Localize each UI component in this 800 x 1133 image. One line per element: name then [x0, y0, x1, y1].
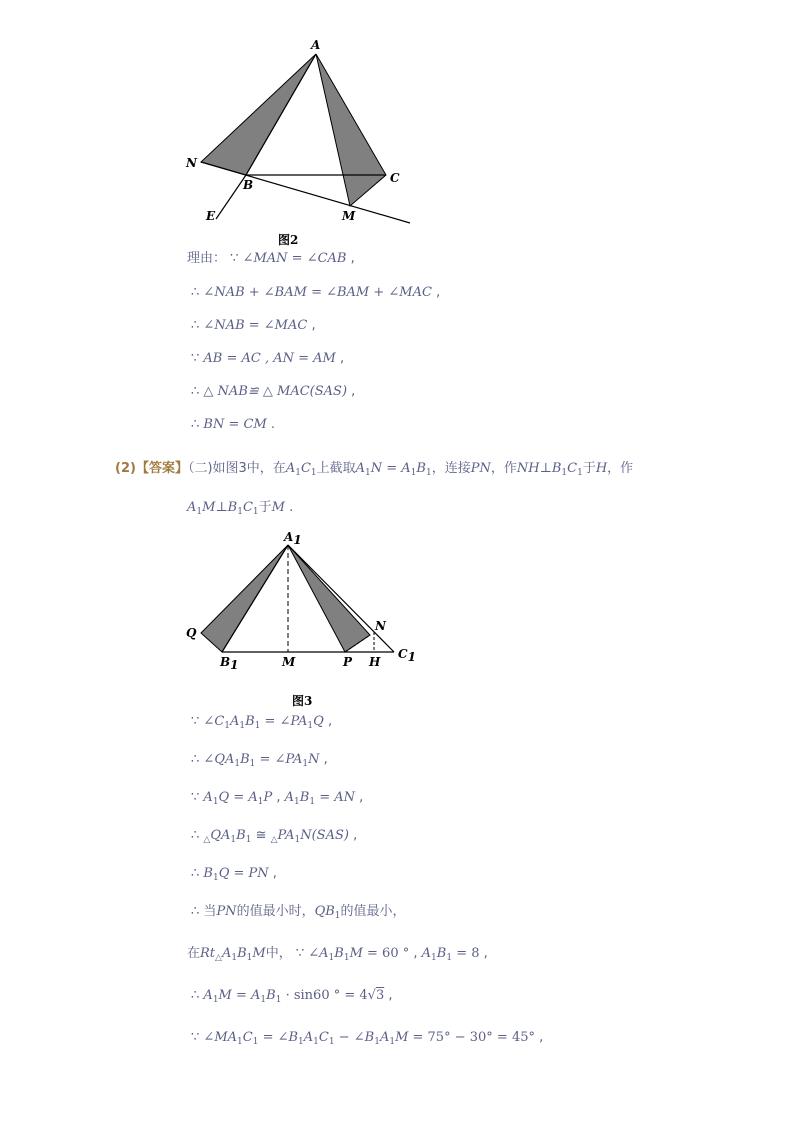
therefore-symbol: ∴ — [191, 988, 200, 1003]
part-2-answer-line-1: (2)【答案】（二)如图3中，在$A_1C_1$上截取$A_1N = A_1B_1$，连接PN，作$NH\perp B_1C_1$于H，作 — [115, 461, 634, 478]
point-label-a1: A1 — [284, 530, 302, 547]
text: ，作 — [490, 461, 517, 476]
text: 在 — [187, 946, 201, 961]
text: ，作 — [607, 461, 634, 476]
proof-line-5: ∴ $B_1Q$ = PN , — [191, 866, 277, 883]
text: 3中，在 — [238, 461, 286, 476]
proof-line-4: ∴ $_\triangle QA_1B_1$ ≅ $_\triangle PA_1N(SAS)$ , — [191, 828, 358, 845]
proof-line-8: ∴ $A_1M = A_1B_1 \cdot \sin 60$ ° = 4√3 , — [191, 988, 393, 1005]
because-symbol: ∵ — [295, 946, 305, 961]
punct: , — [346, 251, 355, 266]
because-symbol: ∵ — [230, 251, 239, 266]
text: 的值最小时， — [236, 904, 315, 919]
part-number: (2) — [115, 461, 136, 476]
proof-line-6: ∴ 当PN的值最小时，$QB_1$的值最小， — [191, 904, 406, 921]
text: （二)如图 — [187, 461, 239, 476]
point-label-c: C — [390, 171, 400, 185]
therefore-symbol: ∴ — [191, 318, 200, 333]
point-label-m: M — [282, 655, 296, 669]
answer-tag: 【答案】 — [135, 461, 188, 476]
point-label-c1: C1 — [398, 647, 416, 664]
point-label-p: P — [343, 655, 353, 669]
reason-math-3: ∠NAB = ∠MAC — [203, 318, 308, 333]
point-label-a: A — [311, 38, 321, 52]
text: 的值最小， — [340, 904, 406, 919]
text: 于 — [258, 500, 272, 515]
punct: , — [335, 351, 345, 366]
text: ，连接 — [431, 461, 471, 476]
point-label-e: E — [206, 209, 216, 223]
proof-line-3: ∵ $A_1Q = A_1P$ , $A_1B_1$ = AN , — [191, 790, 364, 807]
point-label-q: Q — [186, 626, 197, 640]
therefore-symbol: ∴ — [191, 752, 200, 767]
line-a1b1 — [222, 545, 288, 652]
point-label-b: B — [243, 178, 254, 192]
point-label-h: H — [369, 655, 381, 669]
therefore-symbol: ∴ — [191, 866, 200, 881]
proof-line-9: ∵ $\angle MA_1C_1$ = $\angle B_1A_1C_1$ − $\angle B_1A_1M = 75^\circ - 30^\circ = 45^\circ$ , — [191, 1030, 544, 1047]
reason-math-1: ∠MAN = ∠CAB — [242, 251, 347, 266]
text: 中， — [265, 946, 292, 961]
text: 于 — [582, 461, 596, 476]
therefore-symbol: ∴ — [191, 828, 200, 843]
reason-prefix: 理由： — [187, 251, 227, 266]
proof-line-7: 在$Rt_\triangle A_1B_1M$中， ∵ $\angle A_1B_1M = 60$ ° , $A_1B_1 = 8$ , — [187, 946, 488, 963]
reason-math-6: BN = CM — [203, 417, 267, 432]
text: 当 — [203, 904, 217, 919]
proof-line-2: ∴ $\angle QA_1B_1$ = $\angle PA_1N$ , — [191, 752, 328, 769]
punct: . — [284, 500, 294, 515]
punct: , — [431, 285, 441, 300]
figure-2-caption: 图2 — [278, 233, 299, 247]
punct: , — [307, 318, 316, 333]
reason-math-4: AB = AC , AN = AM — [203, 351, 336, 366]
proof-line-1: ∵ $\angle C_1A_1B_1$ = $\angle PA_1Q$ , — [191, 714, 333, 731]
because-symbol: ∵ — [191, 714, 200, 729]
because-symbol: ∵ — [191, 790, 200, 805]
therefore-symbol: ∴ — [191, 417, 200, 432]
therefore-symbol: ∴ — [191, 384, 200, 399]
reason-math-2: ∠NAB + ∠BAM = ∠BAM + ∠MAC — [203, 285, 432, 300]
point-label-n: N — [375, 619, 386, 633]
text: 上截取 — [316, 461, 356, 476]
part-2-answer-line-2: $A_1M\perp B_1C_1$于M . — [187, 500, 294, 517]
figure-3-caption: 图3 — [292, 694, 313, 708]
reason-math-5: △ NAB≌ △ MAC(SAS) — [203, 384, 348, 399]
point-label-m: M — [342, 209, 356, 223]
because-symbol: ∵ — [191, 1030, 200, 1045]
punct: . — [266, 417, 276, 432]
triangle-pa1n-shaded — [288, 545, 370, 652]
punct: , — [347, 384, 356, 399]
therefore-symbol: ∴ — [191, 285, 200, 300]
point-label-n: N — [186, 156, 197, 170]
therefore-symbol: ∴ — [191, 904, 200, 919]
because-symbol: ∵ — [191, 351, 200, 366]
triangle-qa1b1-shaded — [201, 545, 288, 652]
point-label-b1: B1 — [220, 655, 239, 672]
